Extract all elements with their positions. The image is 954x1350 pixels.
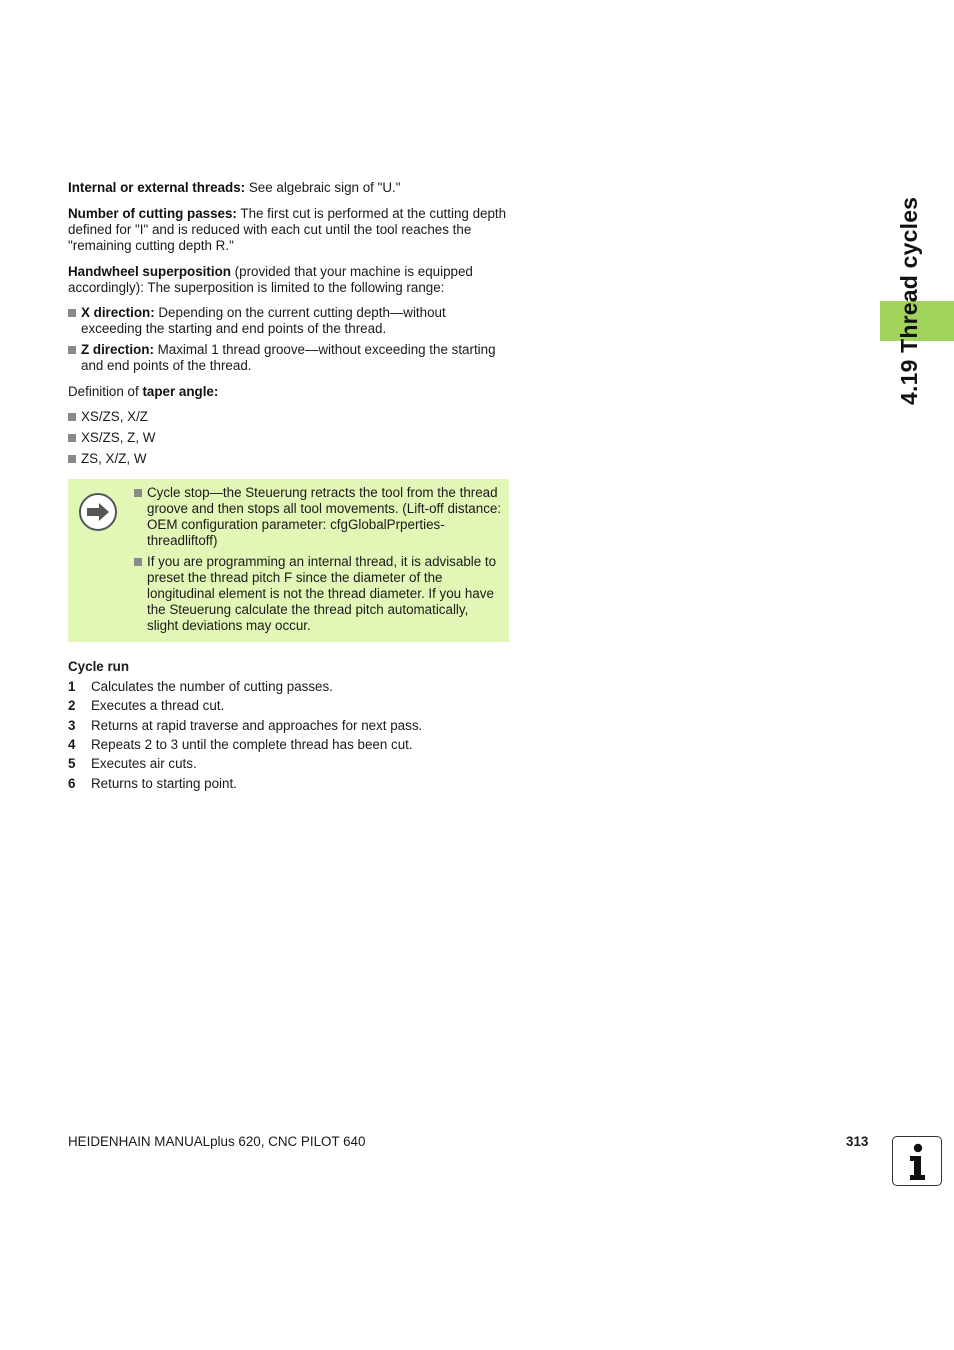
bullet-square-icon [68, 455, 76, 463]
bullet-square-icon [68, 346, 76, 354]
cycle-run-heading: Cycle run [68, 659, 130, 674]
bullet-square-icon [68, 413, 76, 421]
bullet-square-icon [68, 434, 76, 442]
bullet-square-icon [68, 309, 76, 317]
cycle-step: 4 Repeats 2 to 3 until the complete thread has been cut. [68, 737, 413, 753]
taper-item: XS/ZS, X/Z [68, 409, 510, 425]
note-box [68, 479, 509, 642]
taper-item: XS/ZS, Z, W [68, 430, 510, 446]
bullet-square-icon [134, 489, 142, 497]
note-item: Cycle stop—the Steuerung retracts the tool from the thread groove and then stops all tool movements. (Lift-off distance: OEM configuration parameter: cfgGlobalPrperties-threadliftoff) [134, 485, 502, 549]
cycle-step: 6 Returns to starting point. [68, 775, 237, 791]
info-icon [892, 1136, 942, 1186]
arrow-right-icon [79, 493, 117, 531]
para-internal-external: Internal or external threads: See algebraic sign of "U." [68, 180, 401, 195]
cycle-step: 3 Returns at rapid traverse and approaches for next pass. [68, 717, 423, 733]
page-number: 313 [846, 1134, 869, 1149]
cycle-step: 2 Executes a thread cut. [68, 698, 225, 714]
note-text [134, 485, 502, 634]
bullet-z-direction: Z direction: Maximal 1 thread groove—without exceeding the starting and end points of the thread. [68, 342, 510, 374]
footer-title: HEIDENHAIN MANUALplus 620, CNC PILOT 640 [68, 1134, 366, 1149]
note-item: If you are programming an internal thread, it is advisable to preset the thread pitch F since the diameter of the longitudinal element is not the thread diameter. If you have the Steuerung calculate the thread pitch automatically, slight deviations may occur. [134, 554, 502, 634]
cycle-step: 1 Calculates the number of cutting passes. [68, 679, 333, 695]
para-cutting-passes: Number of cutting passes: The first cut is performed at the cutting depth defined for "I" and is reduced with each cut until the tool reaches the "remaining cutting depth R." [68, 206, 507, 253]
cycle-step: 5 Executes air cuts. [68, 756, 197, 772]
para-handwheel: Handwheel superposition (provided that your machine is equipped accordingly): The superposition is limited to the following range: [68, 264, 473, 295]
taper-item: ZS, X/Z, W [68, 451, 510, 467]
bullet-square-icon [134, 558, 142, 566]
body-text [68, 180, 510, 467]
cycle-run-section [68, 659, 422, 793]
side-section-title: 4.19 Thread cycles [896, 196, 922, 405]
bullet-x-direction: X direction: Depending on the current cutting depth—without exceeding the starting and end points of the thread. [68, 305, 510, 337]
para-taper-definition: Definition of taper angle: [68, 384, 219, 399]
